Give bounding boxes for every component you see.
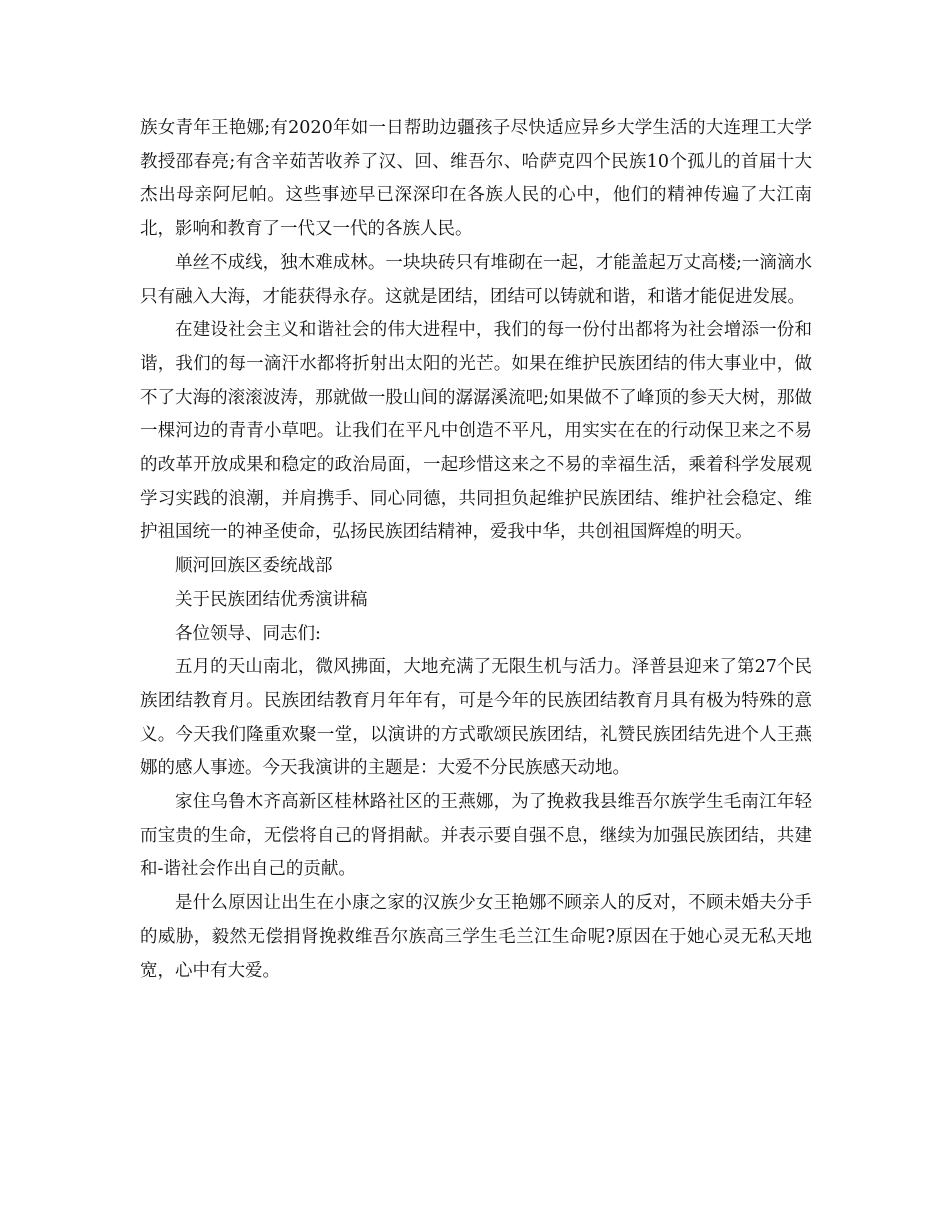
paragraph-3: 在建设社会主义和谐社会的伟大进程中，我们的每一份付出都将为社会增添一份和谐，我们的每一滴汗水都将折射出太阳的光芒。如果在维护民族团结的伟大事业中，做不了大海的滚滚波涛，那就做一股山间的潺潺溪流吧;如果做不了峰顶的参天大树，那做一棵河边的青青小草吧。让我们在平凡中创造不平凡，用实实在在的行动保卫来之不易的改革开放成果和稳定的政治局面，一起珍惜这来之不易的幸福生活，乘着科学发展观学习实践的浪潮，并肩携手、同心同德，共同担负起维护民族团结、维护社会稳定、维护祖国统一的神圣使命，弘扬民族团结精神，爱我中华，共创祖国辉煌的明天。 bbox=[140, 320, 812, 543]
paragraph-9: 是什么原因让出生在小康之家的汉族少女王艳娜不顾亲人的反对，不顾未婚夫分手的威胁，毅然无偿捐肾挽救维吾尔族高三学生毛兰江生命呢?原因在于她心灵无私天地宽，心中有大爱。 bbox=[140, 893, 812, 981]
paragraph-8: 家住乌鲁木齐高新区桂林路社区的王燕娜，为了挽救我县维吾尔族学生毛南江年轻而宝贵的生命，无偿将自己的肾捐献。并表示要自强不息，继续为加强民族团结，共建和-谐社会作出自己的贡献。 bbox=[140, 792, 812, 880]
section-title: 关于民族团结优秀演讲稿 bbox=[175, 589, 368, 610]
paragraph-1: 族女青年王艳娜;有2020年如一日帮助边疆孩子尽快适应异乡大学生活的大连理工大学教授邵春亮;有含辛茹苦收养了汉、回、维吾尔、哈萨克四个民族10个孤儿的首届十大杰出母亲阿尼帕。这些事迹早已深深印在各族人民的心中，他们的精神传遍了大江南北，影响和教育了一代又一代的各族人民。 bbox=[140, 118, 812, 240]
signature-line: 顺河回族区委统战部 bbox=[175, 556, 333, 577]
paragraph-7: 五月的天山南北，微风拂面，大地充满了无限生机与活力。泽普县迎来了第27个民族团结教育月。民族团结教育月年年有，可是今年的民族团结教育月具有极为特殊的意义。今天我们隆重欢聚一堂，以演讲的方式歌颂民族团结，礼赞民族团结先进个人王燕娜的感人事迹。今天我演讲的主题是：大爱不分民族感天动地。 bbox=[140, 657, 812, 779]
salutation: 各位领导、同志们: bbox=[175, 623, 321, 644]
document-page bbox=[140, 112, 812, 988]
paragraph-2: 单丝不成线，独木难成林。一块块砖只有堆砌在一起，才能盖起万丈高楼;一滴滴水只有融入大海，才能获得永存。这就是团结，团结可以铸就和谐，和谐才能促进发展。 bbox=[140, 252, 812, 307]
